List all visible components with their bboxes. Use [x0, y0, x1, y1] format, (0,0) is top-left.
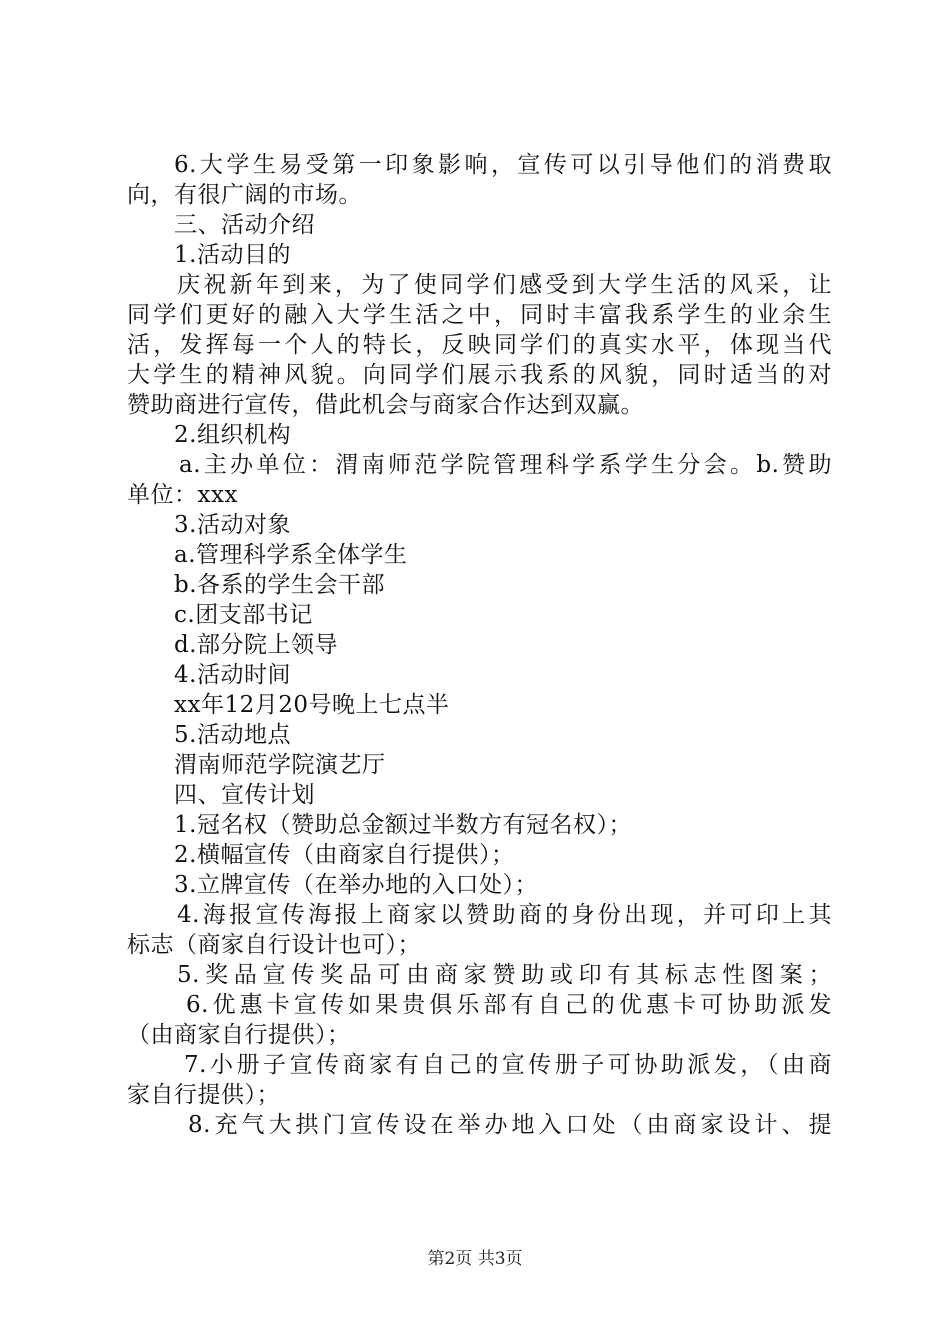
paragraph-line: 赞助商进行宣传，借此机会与商家合作达到双赢。 [127, 392, 644, 418]
paragraph-line: 渭南师范学院演艺厅 [174, 752, 386, 778]
subsection-heading: 2.组织机构 [174, 422, 291, 448]
subsection-heading: 4.活动时间 [174, 662, 291, 688]
paragraph-line: 4.海报宣传海报上商家以赞助商的身份出现，并可印上其 [177, 902, 832, 928]
list-item: 2.横幅宣传（由商家自行提供）； [174, 842, 515, 868]
paragraph-line: xx年12月20号晚上七点半 [174, 692, 450, 718]
list-item: b.各系的学生会干部 [174, 572, 386, 598]
paragraph-line: 单位：xxx [127, 482, 238, 508]
paragraph-line: 6.大学生易受第一印象影响，宣传可以引导他们的消费取 [174, 152, 832, 178]
section-heading: 四、宣传计划 [174, 782, 315, 808]
paragraph-line: 标志（商家自行设计也可）； [127, 932, 421, 958]
subsection-heading: 3.活动对象 [174, 512, 291, 538]
page-footer: 第2页 共3页 [427, 1249, 523, 1269]
list-item: c.团支部书记 [174, 602, 313, 628]
subsection-heading: 1.活动目的 [174, 242, 291, 268]
paragraph-line: 5.奖品宣传奖品可由商家赞助或印有其标志性图案； [177, 962, 832, 988]
list-item: a.管理科学系全体学生 [174, 542, 408, 568]
paragraph-line: 7.小册子宣传商家有自己的宣传册子可协助派发，（由商 [184, 1052, 832, 1078]
paragraph-line: 向，有很广阔的市场。 [127, 182, 362, 208]
paragraph-line: 大学生的精神风貌。向同学们展示我系的风貌，同时适当的对 [127, 362, 832, 388]
list-item: d.部分院上领导 [174, 632, 339, 658]
paragraph-line: 活，发挥每一个人的特长，反映同学们的真实水平，体现当代 [127, 332, 832, 358]
paragraph-line: 8.充气大拱门宣传设在举办地入口处（由商家设计、提 [188, 1112, 832, 1138]
list-item: 3.立牌宣传（在举办地的入口处）； [174, 872, 538, 898]
paragraph-line: 同学们更好的融入大学生活之中，同时丰富我系学生的业余生 [127, 302, 832, 328]
section-heading: 三、活动介绍 [174, 212, 315, 238]
subsection-heading: 5.活动地点 [174, 722, 291, 748]
paragraph-line: a.主办单位：渭南师范学院管理科学系学生分会。b.赞助 [179, 452, 832, 478]
paragraph-line: 6.优惠卡宣传如果贵俱乐部有自己的优惠卡可协助派发 [186, 992, 832, 1018]
paragraph-line: （由商家自行提供）； [127, 1022, 351, 1048]
list-item: 1.冠名权（赞助总金额过半数方有冠名权）； [174, 812, 632, 838]
paragraph-line: 庆祝新年到来，为了使同学们感受到大学生活的风采，让 [177, 272, 832, 298]
document-body [127, 150, 832, 1140]
paragraph-line: 家自行提供）； [127, 1082, 280, 1108]
